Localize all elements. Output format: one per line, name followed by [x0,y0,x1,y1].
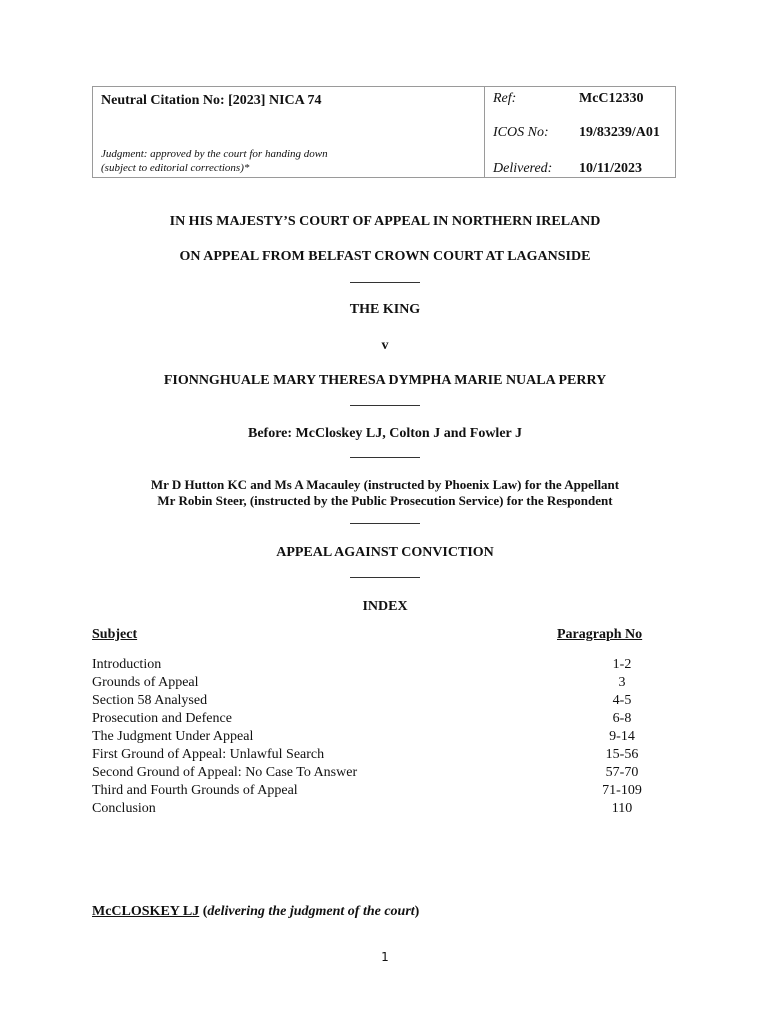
index-paragraph: 4-5 [612,693,632,708]
index-row [92,692,672,710]
delivered-label: Delivered: [493,161,553,176]
citation-header-box [92,86,676,178]
index-title: INDEX [362,599,408,614]
ref-value: McC12330 [579,91,644,106]
index-paragraph: 15-56 [605,747,639,762]
delivering-role: delivering the judgment of the court [207,904,415,919]
plaintiff-name: THE KING [349,302,421,317]
neutral-citation: Neutral Citation No: [2023] NICA 74 [101,93,322,108]
index-row [92,782,672,800]
index-subject: First Ground of Appeal: Unlawful Search [92,747,325,762]
icos-label: ICOS No: [493,125,549,140]
index-subject: Second Ground of Appeal: No Case To Answer [92,765,358,780]
separator-line [350,577,420,578]
separator-line [350,282,420,283]
citation-left-cell [93,87,485,177]
court-name: IN HIS MAJESTY’S COURT OF APPEAL IN NORTHERN IRELAND [169,214,601,229]
index-subject: Prosecution and Defence [92,711,232,726]
separator-line [350,523,420,524]
index-row [92,746,672,764]
delivering-judge: McCLOSKEY LJ [92,904,200,919]
appeal-origin: ON APPEAL FROM BELFAST CROWN COURT AT LAGANSIDE [179,249,591,264]
index-row [92,674,672,692]
bench-line: Before: McCloskey LJ, Colton J and Fowler J [247,426,522,441]
defendant-name: FIONNGHUALE MARY THERESA DYMPHA MARIE NUALA PERRY [163,373,607,388]
index-paragraph: 71-109 [602,783,642,798]
index-row [92,764,672,782]
close-paren: ) [414,904,420,919]
index-subject: Grounds of Appeal [92,675,199,690]
index-row [92,800,672,818]
icos-value: 19/83239/A01 [579,125,660,140]
index-row [92,656,672,674]
respondent-counsel: Mr Robin Steer, (instructed by the Public Prosecution Service) for the Respondent [157,493,613,508]
index-row [92,728,672,746]
judgment-note-line-2: (subject to editorial corrections)* [101,162,250,174]
index-paragraph: 3 [618,675,626,690]
index-paragraph: 57-70 [605,765,639,780]
index-row [92,710,672,728]
judgment-note-line-1: Judgment: approved by the court for handing down [101,148,328,160]
separator-line [350,457,420,458]
case-type: APPEAL AGAINST CONVICTION [276,545,494,560]
subject-column-header: Subject [92,627,138,642]
index-subject: Third and Fourth Grounds of Appeal [92,783,298,798]
paragraph-column-header: Paragraph No [557,627,643,642]
index-subject: Section 58 Analysed [92,693,208,708]
index-paragraph: 6-8 [612,711,632,726]
page-number: 1 [381,950,389,964]
index-paragraph: 110 [611,801,633,816]
open-paren: ( [199,904,208,919]
ref-label: Ref: [493,91,517,106]
index-subject: Conclusion [92,801,156,816]
versus-text: v [381,338,389,353]
index-subject: The Judgment Under Appeal [92,729,254,744]
index-paragraph: 9-14 [609,729,635,744]
index-paragraph: 1-2 [612,657,632,672]
index-subject: Introduction [92,657,162,672]
appellant-counsel: Mr D Hutton KC and Ms A Macauley (instructed by Phoenix Law) for the Appellant [150,477,620,492]
judgment-intro [92,904,419,920]
index-table [92,656,672,818]
separator-line [350,405,420,406]
judgment-approval-note [101,147,328,175]
delivered-value: 10/11/2023 [579,161,643,176]
